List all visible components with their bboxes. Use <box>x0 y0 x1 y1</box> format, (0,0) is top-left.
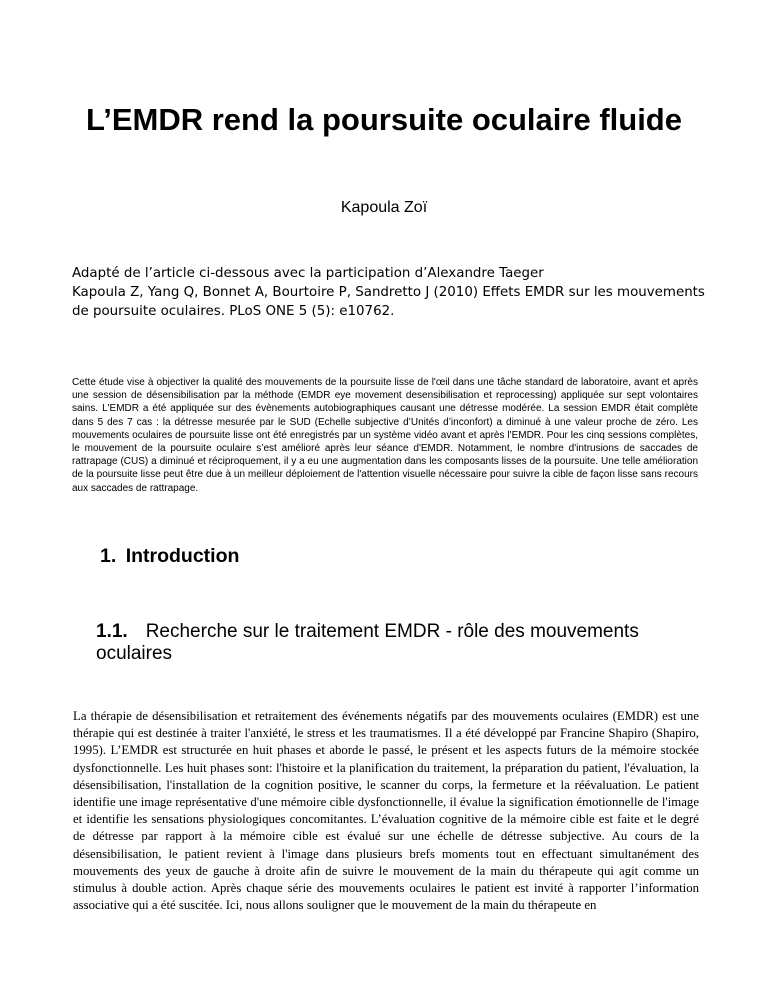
subsection-heading <box>96 621 706 665</box>
section-number: 1. <box>100 545 117 567</box>
author-name: Kapoula Zoï <box>340 199 428 216</box>
abstract: Cette étude vise à objectiver la qualité des mouvements de la poursuite lisse de l'œil dans une tâche standard de laboratoire, avant et après une session de désensibilisation par la méthode (EMDR eye movement desensibilisation et reprocessing) appliquée sur sept volontaires sains. L'EMDR a été appliquée sur des évènements autobiographiques causant une détresse modérée. La session EMDR était complète dans 5 des 7 cas : la détresse mesurée par le SUD (Echelle subjective d’Unités d’inconfort) a diminué à une valeur proche de zéro. Les mouvements oculaires de poursuite lisse ont été enregistrés par un système vidéo avant et après l'EMDR. Pour les cinq sessions complètes, le mouvement de la poursuite oculaire s’est amélioré après leur séance d'EMDR. Notamment, le nombre d'intrusions de saccades de rattrapage (CUS) a diminué et réciproquement, il y a eu une augmentation dans les composants lisses de la poursuite. Une telle amélioration de la poursuite lisse peut être due à un meilleur déploiement de l'attention visuelle nécessaire pour suivre la cible de façon lisse sans recours aux saccades de rattrapage. <box>72 377 698 494</box>
document-title: L’EMDR rend la poursuite oculaire fluide <box>86 102 682 137</box>
body-paragraph: La thérapie de désensibilisation et retraitement des événements négatifs par des mouvements oculaires (EMDR) est une thérapie qui est destinée à traiter l'anxiété, le stress et les traumatismes. Il a été développé par Francine Shapiro (Shapiro, 1995). L’EMDR est structurée en huit phases et aborde le passé, le présent et les aspects futurs de la mémoire stockée dysfonctionnelle. Les huit phases sont: l'histoire et la planification du traitement, la préparation du patient, l'évaluation, la désensibilisation, l'installation de la cognition positive, le scanner du corps, la fermeture et la réévaluation. Le patient identifie une image représentative d'une mémoire cible dysfonctionnelle, il évalue la signification émotionnelle de l'image et identifie les sensations physiologiques concomitantes. L’évaluation cognitive de la mémoire cible est faite et le degré de détresse par rapport à la mémoire cible est évalué sur une échelle de détresse subjective. Au cours de la désensibilisation, le patient revient à l'image dans plusieurs brefs moments tout en effectuant simultanément des mouvements des yeux de gauche à droite afin de suivre le mouvement de la main du thérapeute qui agit comme un stimulus à double action. Après chaque série des mouvements oculaires le patient est invité à rapporter l’information associative qui a été suscitée. Ici, nous allons souligner que le mouvement de la main du thérapeute en <box>73 709 699 913</box>
adaptation-note <box>72 264 712 321</box>
subsection-title-line2: oculaires <box>96 643 173 664</box>
citation: Kapoula Z, Yang Q, Bonnet A, Bourtoire P, Sandretto J (2010) Effets EMDR sur les mouvements de poursuite oculaires. PLoS ONE 5 (5): e10762. <box>72 285 705 319</box>
subsection-title-line1: Recherche sur le traitement EMDR - rôle des mouvements <box>145 621 639 642</box>
section-heading-introduction <box>100 543 660 569</box>
section-title: Introduction <box>125 545 240 567</box>
subsection-number: 1.1. <box>96 621 128 642</box>
adaptation-intro: Adapté de l’article ci-dessous avec la participation d’Alexandre Taeger <box>72 266 544 281</box>
